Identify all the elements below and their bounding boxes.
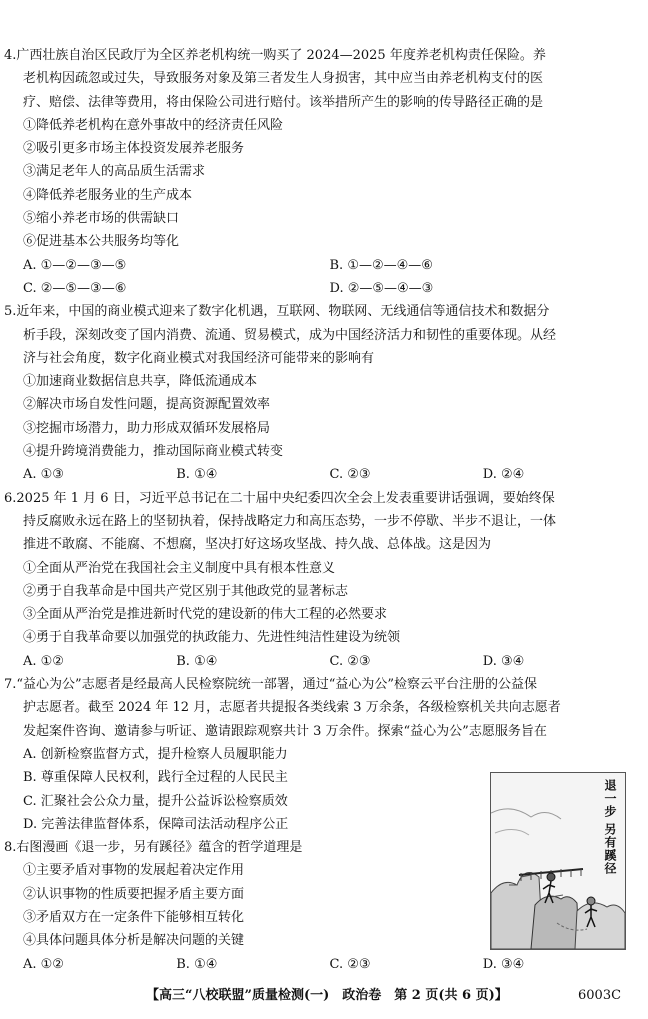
option-d: D. ③④ <box>482 956 525 972</box>
statement-item: ④降低养老服务业的生产成本 <box>23 187 193 203</box>
statement-item: ④具体问题具体分析是解决问题的关键 <box>23 933 245 949</box>
option-b: B. ①—②—④—⑥ <box>329 257 433 273</box>
question-5 <box>4 300 636 486</box>
question-stem-line: 推进不敢腐、不能腐、不想腐，坚决打好这场攻坚战、持久战、总体战。这是因为 <box>23 537 492 553</box>
option-b: B. ①④ <box>176 467 218 483</box>
statement-item: ②认识事物的性质要把握矛盾主要方面 <box>23 886 245 902</box>
footer-code: 6003C <box>578 988 622 1003</box>
question-6 <box>4 487 636 673</box>
question-stem-line: 疗、赔偿、法律等费用，将由保险公司进行赔付。该举措所产生的影响的传导路径正确的是 <box>23 94 544 110</box>
option-c: C. 汇聚社会公众力量，提升公益诉讼检察质效 <box>23 793 288 809</box>
option-a: A. ①③ <box>23 467 64 483</box>
footer-title: 【高三“八校联盟”质量检测(一) 政治卷 第 2 页(共 6 页)】 <box>146 988 508 1003</box>
answer-options <box>4 277 636 300</box>
question-stem-line: 持反腐败永远在路上的坚韧执着，保持战略定力和高压态势，一步不停歇、半步不退让，一体 <box>23 513 557 529</box>
cartoon-title-line: 退一步 <box>603 779 617 818</box>
statement-item: ③矛盾双方在一定条件下能够相互转化 <box>23 909 245 925</box>
option-d: D. 完善法律监督体系，保障司法活动程序公正 <box>23 816 289 832</box>
statement-item: ①全面从严治党在我国社会主义制度中具有根本性意义 <box>23 560 336 576</box>
statement-item: ①降低养老机构在意外事故中的经济责任风险 <box>23 117 284 133</box>
question-4 <box>4 44 636 300</box>
statement-item: ②解决市场自发性问题，提高资源配置效率 <box>23 397 271 413</box>
option-d: D. ②—⑤—④—③ <box>329 280 434 296</box>
statement-item: ④勇于自我革命要以加强党的执政能力、先进性纯洁性建设为统领 <box>23 630 401 646</box>
question-stem-line: 5.近年来，中国的商业模式迎来了数字化机遇，互联网、物联网、无线通信等通信技术和数据分 <box>4 304 550 320</box>
option-a: A. 创新检察监督方式，提升检察人员履职能力 <box>23 746 288 762</box>
statement-item: ②吸引更多市场主体投资发展养老服务 <box>23 141 245 157</box>
cartoon-title <box>603 779 617 875</box>
option-b: B. ①④ <box>176 956 218 972</box>
question-stem-line: 8.右图漫画《退一步，另有蹊径》蕴含的哲学道理是 <box>4 840 303 856</box>
option-b: B. 尊重保障人民权利，践行全过程的人民民主 <box>23 770 288 786</box>
answer-options <box>4 650 636 673</box>
option-c: C. ②③ <box>329 467 371 483</box>
statement-item: ③挖掘市场潜力，助力形成双循环发展格局 <box>23 420 271 436</box>
option-c: C. ②③ <box>329 653 371 669</box>
option-d: D. ③④ <box>482 653 525 669</box>
statement-item: ⑤缩小养老市场的供需缺口 <box>23 211 180 227</box>
question-stem-line: 护志愿者。截至 2024 年 12 月，志愿者共提报各类线索 3 万余条，各级检察机关共向志愿者 <box>23 700 561 716</box>
cartoon-title-line: 另有蹊径 <box>603 823 617 876</box>
option-a: A. ①② <box>23 956 64 972</box>
question-stem-line: 发起案件咨询、邀请参与听证、邀请跟踪观察共计 3 万余件。探索“益心为公”志愿服务旨在 <box>23 723 547 739</box>
statement-item: ①加速商业数据信息共享，降低流通成本 <box>23 374 258 390</box>
option-d: D. ②④ <box>482 467 525 483</box>
statement-item: ②勇于自我革命是中国共产党区别于其他政党的显著标志 <box>23 583 349 599</box>
option-c: C. ②—⑤—③—⑥ <box>23 280 127 296</box>
cartoon-illustration <box>490 772 626 950</box>
option-b: B. ①④ <box>176 653 218 669</box>
answer-options <box>4 953 636 976</box>
answer-options <box>4 463 636 486</box>
option-a: A. ①② <box>23 653 64 669</box>
statement-item: ⑥促进基本公共服务均等化 <box>23 234 180 250</box>
option-a: A. ①—②—③—⑤ <box>23 257 127 273</box>
option-c: C. ②③ <box>329 956 371 972</box>
question-stem-line: 6.2025 年 1 月 6 日，习近平总书记在二十届中央纪委四次全会上发表重要讲话强调，要始终保 <box>4 490 555 506</box>
question-stem-line: 济与社会角度，数字化商业模式对我国经济可能带来的影响有 <box>23 350 375 366</box>
statement-item: ③满足老年人的高品质生活需求 <box>23 164 206 180</box>
statement-item: ④提升跨境消费能力，推动国际商业模式转变 <box>23 444 284 460</box>
statement-item: ①主要矛盾对事物的发展起着决定作用 <box>23 863 245 879</box>
question-stem-line: 4.广西壮族自治区民政厅为全区养老机构统一购买了 2024—2025 年度养老机构责任保险。养 <box>4 48 546 63</box>
question-stem-line: 老机构因疏忽或过失，导致服务对象及第三者发生人身损害，其中应当由养老机构支付的医 <box>23 71 544 87</box>
page-footer <box>0 986 648 1006</box>
question-stem-line: 析手段，深刻改变了国内消费、流通、贸易模式，成为中国经济活力和韧性的重要体现。从经 <box>23 327 557 343</box>
question-stem-line: 7.“益心为公”志愿者是经最高人民检察院统一部署，通过“益心为公”检察云平台注册的公益保 <box>4 677 537 693</box>
statement-item: ③全面从严治党是推进新时代党的建设新的伟大工程的必然要求 <box>23 607 388 623</box>
answer-options <box>4 254 636 277</box>
